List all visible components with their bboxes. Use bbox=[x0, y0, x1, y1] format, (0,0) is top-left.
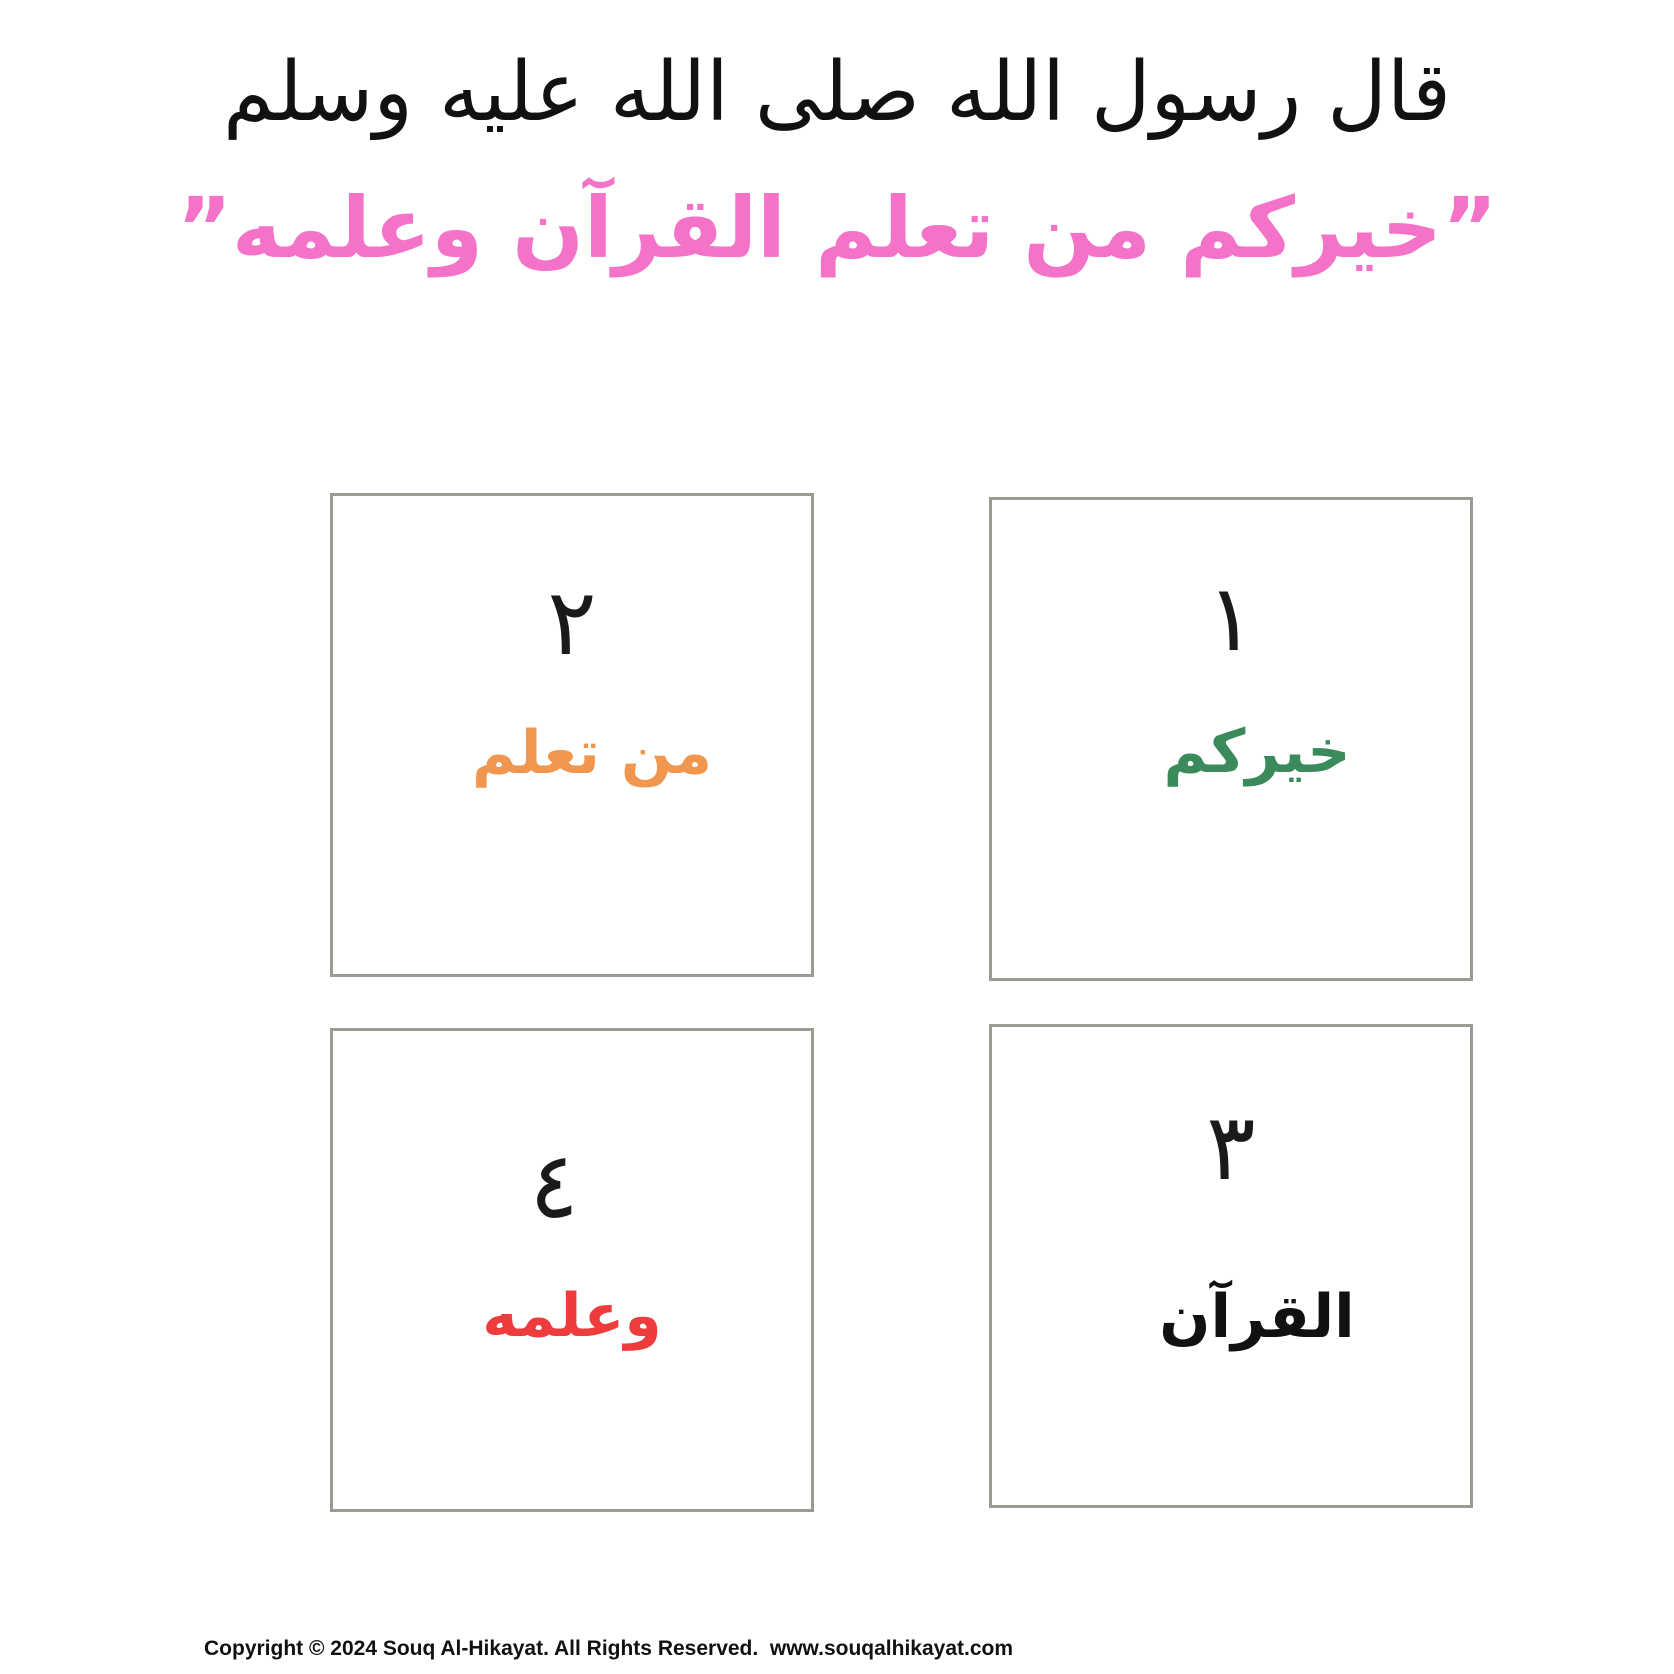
card-word: خيركم bbox=[1163, 717, 1351, 787]
card-number: ٤ bbox=[529, 1132, 579, 1239]
page-title: قال رسول الله صلى الله عليه وسلم bbox=[222, 45, 1452, 140]
card-number: ٣ bbox=[1206, 1094, 1256, 1201]
copyright-footer: Copyright © 2024 Souq Al-Hikayat. All Rights Reserved. www.souqalhikayat.com bbox=[204, 1637, 1014, 1660]
card-number: ١ bbox=[1206, 565, 1256, 672]
card-4 bbox=[330, 1028, 814, 1512]
card-2 bbox=[330, 493, 814, 977]
card-word: القرآن bbox=[1159, 1282, 1355, 1352]
card-word: وعلمه bbox=[482, 1281, 662, 1351]
card-number: ٢ bbox=[547, 569, 597, 676]
hadith-quote: ”خيركم من تعلم القرآن وعلمه” bbox=[176, 179, 1498, 277]
card-3 bbox=[989, 1024, 1473, 1508]
card-word: من تعلم bbox=[472, 718, 712, 788]
card-1 bbox=[989, 497, 1473, 981]
